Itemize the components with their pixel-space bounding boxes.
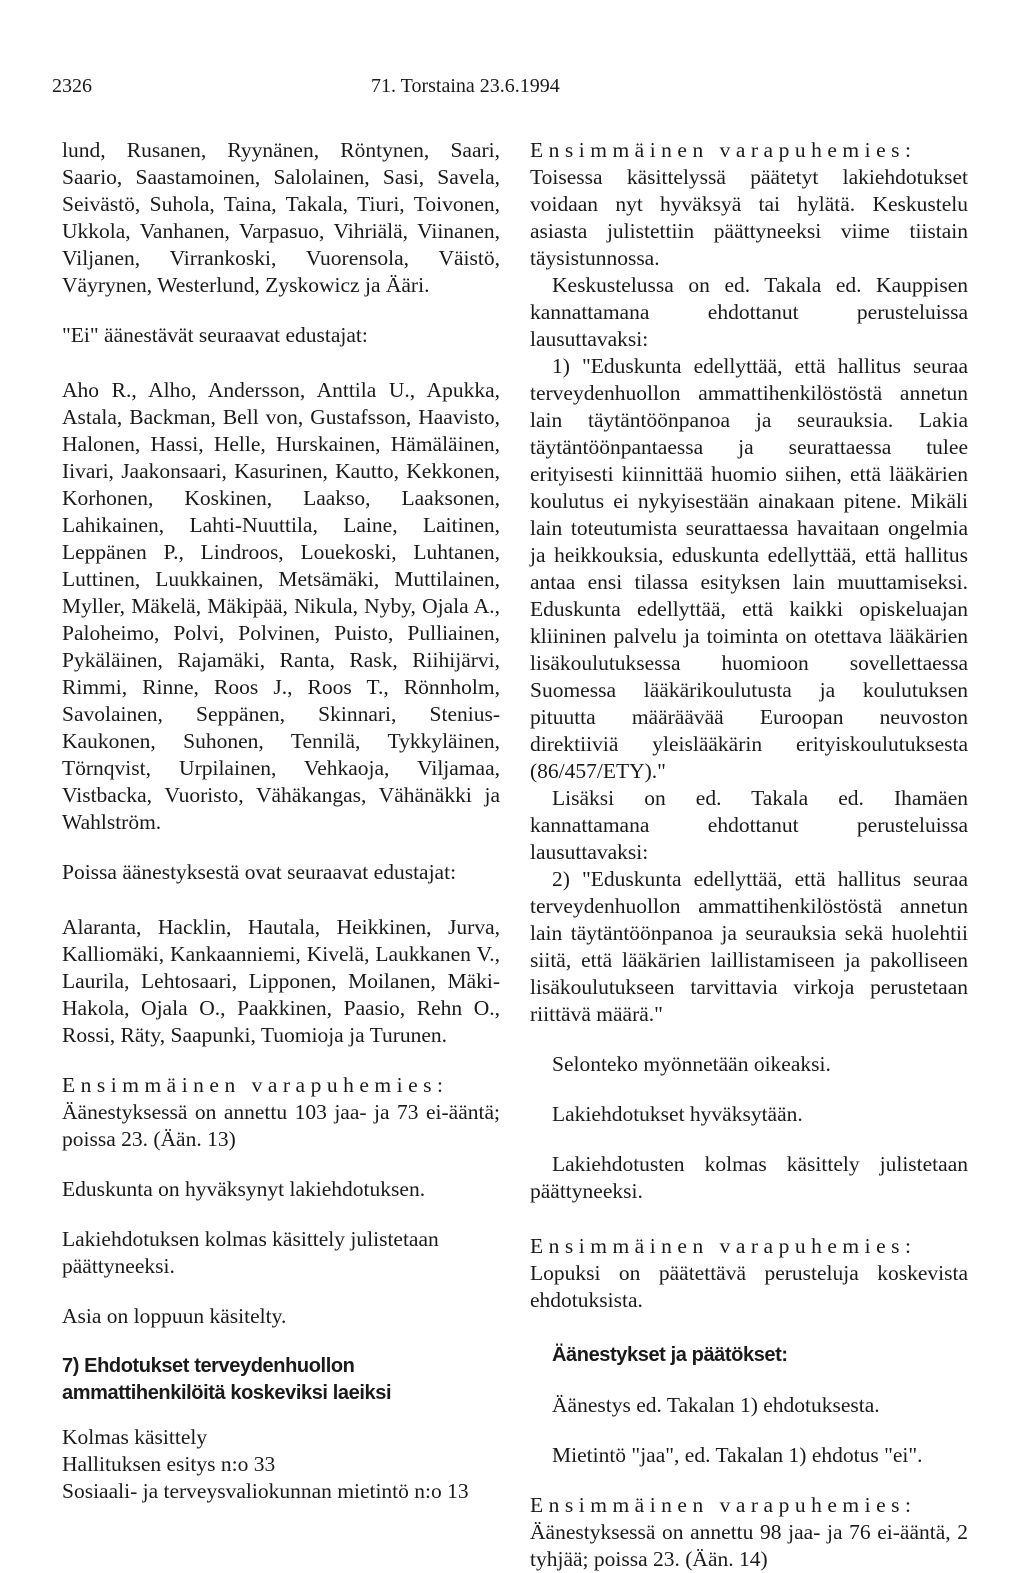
page-header — [52, 73, 972, 101]
third-reading-closed: Lakiehdotuksen kolmas käsittely julistetaan päättyneeksi. — [62, 1227, 439, 1278]
vote-result-14: Äänestyksessä on annettu 98 jaa- ja 76 ei-ääntä, 2 tyhjää; poissa 23. (Ään. 14) — [530, 1520, 968, 1571]
bill-approved: Eduskunta on hyväksynyt lakiehdotuksen. — [62, 1177, 426, 1201]
speaker-statement: Lopuksi on päätettävä perusteluja koskevista ehdotuksista. — [530, 1261, 968, 1312]
vote-subject: Äänestys ed. Takalan 1) ehdotuksesta. — [552, 1393, 880, 1417]
proposal-1: 1) "Eduskunta edellyttää, että hallitus seuraa terveydenhuollon ammattihenkilöstöstä annetun lain täytäntöönpanoa ja seurauksia. Lakia täytäntöönpantaessa ja seurattaessa tulee erityisesti kiinnittää huomio siihen, että lääkärien koulutus ei nykyisestään ainakaan pitene. Mikäli lain toteutumista seurattaessa havaitaan ongelmia ja heikkouksia, eduskunta edellyttää, että hallitus antaa ensi tilassa esityksen lain muuttamiseksi. Eduskunta edellyttää, että kaikki opiskeluajan kliininen palvelu ja toiminta on otettava lääkärien lisäkoulutuksessa huomioon sovellettaessa Suomessa lääkärikoulutusta ja koulutuksen pituutta määräävää Euroopan neuvoston direktiiviä yleislääkärin erityiskoulutuksesta (86/457/ETY)." — [530, 354, 968, 783]
reading-label: Kolmas käsittely — [62, 1425, 208, 1449]
votes-heading: Äänestykset ja päätökset: — [552, 1344, 788, 1366]
item-7-details — [62, 1424, 500, 1505]
speaker-label: Ensimmäinen varapuhemies: — [530, 1234, 917, 1258]
third-reading-closed: Lakiehdotusten kolmas käsittely julistetaan päättyneeksi. — [530, 1152, 968, 1203]
vote-result-13: Äänestyksessä on annettu 103 jaa- ja 73 ei-ääntä; poissa 23. (Ään. 13) — [62, 1100, 500, 1151]
ei-voters-heading: "Ei" äänestävät seuraavat edustajat: — [62, 323, 368, 347]
right-column — [530, 137, 968, 1573]
absent-heading: Poissa äänestyksestä ovat seuraavat edustajat: — [62, 860, 457, 884]
bills-approved: Lakiehdotukset hyväksytään. — [552, 1102, 803, 1126]
takala-proposal-intro-2: Lisäksi on ed. Takala ed. Ihamäen kannattamana ehdottanut perusteluissa lausuttavaksi: — [530, 786, 968, 864]
matter-concluded: Asia on loppuun käsitelty. — [62, 1304, 287, 1328]
government-bill: Hallituksen esitys n:o 33 — [62, 1452, 276, 1476]
speaker-label: Ensimmäinen varapuhemies: — [530, 138, 917, 162]
jaa-names-continued: lund, Rusanen, Ryynänen, Röntynen, Saari, Saario, Saastamoinen, Salolainen, Sasi, Savela, Seivästö, Suhola, Taina, Takala, Tiuri, Toivonen, Ukkola, Vanhanen, Varpasuo, Vihriälä, Viinanen, Viljanen, Virrankoski, Vuorensola, Väistö, Väyrynen, Westerlund, Zyskowicz ja Ääri. — [62, 138, 500, 297]
session-title: 71. Torstaina 23.6.1994 — [371, 75, 560, 97]
left-column — [62, 137, 500, 1505]
vote-options: Mietintö "jaa", ed. Takalan 1) ehdotus "ei". — [552, 1443, 923, 1467]
speaker-label: Ensimmäinen varapuhemies: — [530, 1493, 917, 1517]
proposal-2: 2) "Eduskunta edellyttää, että hallitus seuraa terveydenhuollon ammattihenkilöstöstä annetun lain täytäntöönpanoa ja seurauksia sekä huolehtii siitä, että lääkärien laillistamiseen ja pakolliseen lisäkoulutukseen tarvittavia virkoja perustetaan riittävä määrä." — [530, 867, 968, 1026]
speaker-label: Ensimmäinen varapuhemies: — [62, 1073, 449, 1097]
report-approved: Selonteko myönnetään oikeaksi. — [552, 1052, 831, 1076]
takala-proposal-intro: Keskustelussa on ed. Takala ed. Kauppisen kannattamana ehdottanut perusteluissa lausuttavaksi: — [530, 273, 968, 351]
speaker-statement: Toisessa käsittelyssä päätetyt lakiehdotukset voidaan nyt hyväksyä tai hylätä. Keskustelu asiasta julistettiin päättyneeksi viime tiistain täysistunnossa. — [530, 165, 968, 270]
absent-list: Alaranta, Hacklin, Hautala, Heikkinen, Jurva, Kalliomäki, Kankaanniemi, Kivelä, Laukkanen V., Laurila, Lehtosaari, Lipponen, Moilanen, Mäki-Hakola, Ojala O., Paakkinen, Paasio, Rehn O., Rossi, Räty, Saapunki, Tuomioja ja Turunen. — [62, 915, 500, 1047]
page-number: 2326 — [52, 75, 92, 97]
ei-voters-list: Aho R., Alho, Andersson, Anttila U., Apukka, Astala, Backman, Bell von, Gustafsson, Haavisto, Halonen, Hassi, Helle, Hurskainen, Hämäläinen, Iivari, Jaakonsaari, Kasurinen, Kautto, Kekkonen, Korhonen, Koskinen, Laakso, Laaksonen, Lahikainen, Lahti-Nuuttila, Laine, Laitinen, Leppänen P., Lindroos, Louekoski, Luhtanen, Luttinen, Luukkainen, Metsämäki, Muttilainen, Myller, Mäkelä, Mäkipää, Nikula, Nyby, Ojala A., Paloheimo, Polvi, Polvinen, Puisto, Pulliainen, Pykäläinen, Rajamäki, Ranta, Rask, Riihijärvi, Rimmi, Rinne, Roos J., Roos T., Rönnholm, Savolainen, Seppänen, Skinnari, Stenius-Kaukonen, Suhonen, Tennilä, Tykkyläinen, Törnqvist, Urpilainen, Vehkaoja, Viljamaa, Vistbacka, Vuoristo, Vähäkangas, Vähänäkki ja Wahlström. — [62, 378, 500, 834]
item-7-title: 7) Ehdotukset terveydenhuollon ammattihenkilöitä koskeviksi laeiksi — [62, 1355, 392, 1404]
committee-report: Sosiaali- ja terveysvaliokunnan mietintö n:o 13 — [62, 1479, 469, 1503]
